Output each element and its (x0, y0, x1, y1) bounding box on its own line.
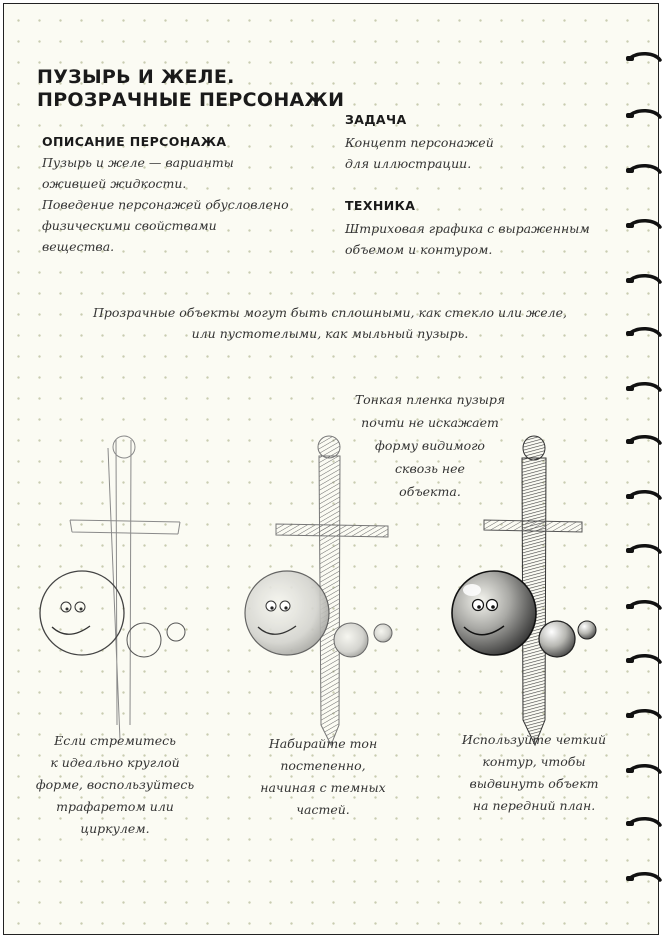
caption-line: к идеально круглой (50, 755, 180, 770)
sword-pommel (523, 436, 545, 460)
eye-right (75, 602, 85, 612)
bubble-body (452, 571, 536, 655)
technique-line: Штриховая графика с выраженным (345, 221, 590, 236)
caption-1 (20, 730, 210, 840)
caption-line: на передний план. (472, 798, 596, 813)
eye-right (280, 601, 290, 611)
tiny-bubble (167, 623, 185, 641)
smile (52, 626, 90, 634)
small-bubble (539, 621, 575, 657)
caption-line: циркулем. (80, 821, 150, 836)
caption-line: выдвинуть объект (469, 776, 599, 791)
technique-line: объемом и контуром. (345, 242, 493, 257)
small-bubble (334, 623, 368, 657)
description-line: вещества. (42, 239, 115, 254)
caption-line: постепенно, (280, 758, 366, 773)
sword-guard (484, 520, 582, 532)
title-line-2: ПРОЗРАЧНЫЕ ПЕРСОНАЖИ (37, 89, 345, 111)
caption-3 (448, 729, 620, 817)
eye-right (487, 600, 498, 611)
description-heading: ОПИСАНИЕ ПЕРСОНАЖА (42, 134, 227, 149)
bubble-note-line: Тонкая пленка пузыря (354, 392, 506, 407)
caption-line: Используйте четкий (461, 732, 607, 747)
bubble-note-line: почти не искажает (361, 415, 499, 430)
sword-guard (276, 524, 388, 537)
description-line: Поведение персонажей обусловлено (42, 197, 289, 212)
caption-line: Если стремитесь (54, 733, 176, 748)
highlight (463, 584, 481, 596)
eye-left (266, 601, 276, 611)
bubble-outline (40, 571, 124, 655)
description-line: ожившей жидкости. (42, 176, 187, 191)
caption-line: начиная с темных (260, 780, 386, 795)
eye-left (473, 600, 484, 611)
caption-line: частей. (296, 802, 350, 817)
caption-line: форме, воспользуйтесь (35, 777, 195, 792)
task-line: Концепт персонажей (345, 135, 494, 150)
sketch-2 (245, 436, 392, 745)
caption-2 (238, 733, 408, 821)
description-line: Пузырь и желе — варианты (42, 155, 234, 170)
bubble-note-line: сквозь нее (395, 461, 465, 476)
sketch-1 (40, 436, 185, 740)
bubble-body (245, 571, 329, 655)
sword-guard (70, 520, 180, 534)
bubble-note-line: форму видимого (375, 438, 485, 453)
sketch-3 (452, 436, 596, 745)
intro-line: или пустотелыми, как мыльный пузырь. (191, 326, 469, 341)
caption-line: Набирайте тон (268, 736, 378, 751)
task-heading: ЗАДАЧА (345, 112, 407, 127)
technique-heading: ТЕХНИКА (345, 198, 416, 213)
tiny-bubble (374, 624, 392, 642)
bubble-note-line: объекта. (399, 484, 461, 499)
sword-blade (108, 440, 131, 740)
sword-pommel (318, 436, 340, 458)
intro-line: Прозрачные объекты могут быть сплошными, как стекло или желе, (93, 305, 567, 320)
description-line: физическими свойствами (42, 218, 217, 233)
caption-line: трафаретом или (56, 799, 174, 814)
caption-line: контур, чтобы (482, 754, 586, 769)
tiny-bubble (578, 621, 596, 639)
task-line: для иллюстрации. (345, 156, 472, 171)
eye-left (61, 602, 71, 612)
title-line-1: ПУЗЫРЬ И ЖЕЛЕ. (37, 66, 235, 88)
small-bubble (127, 623, 161, 657)
